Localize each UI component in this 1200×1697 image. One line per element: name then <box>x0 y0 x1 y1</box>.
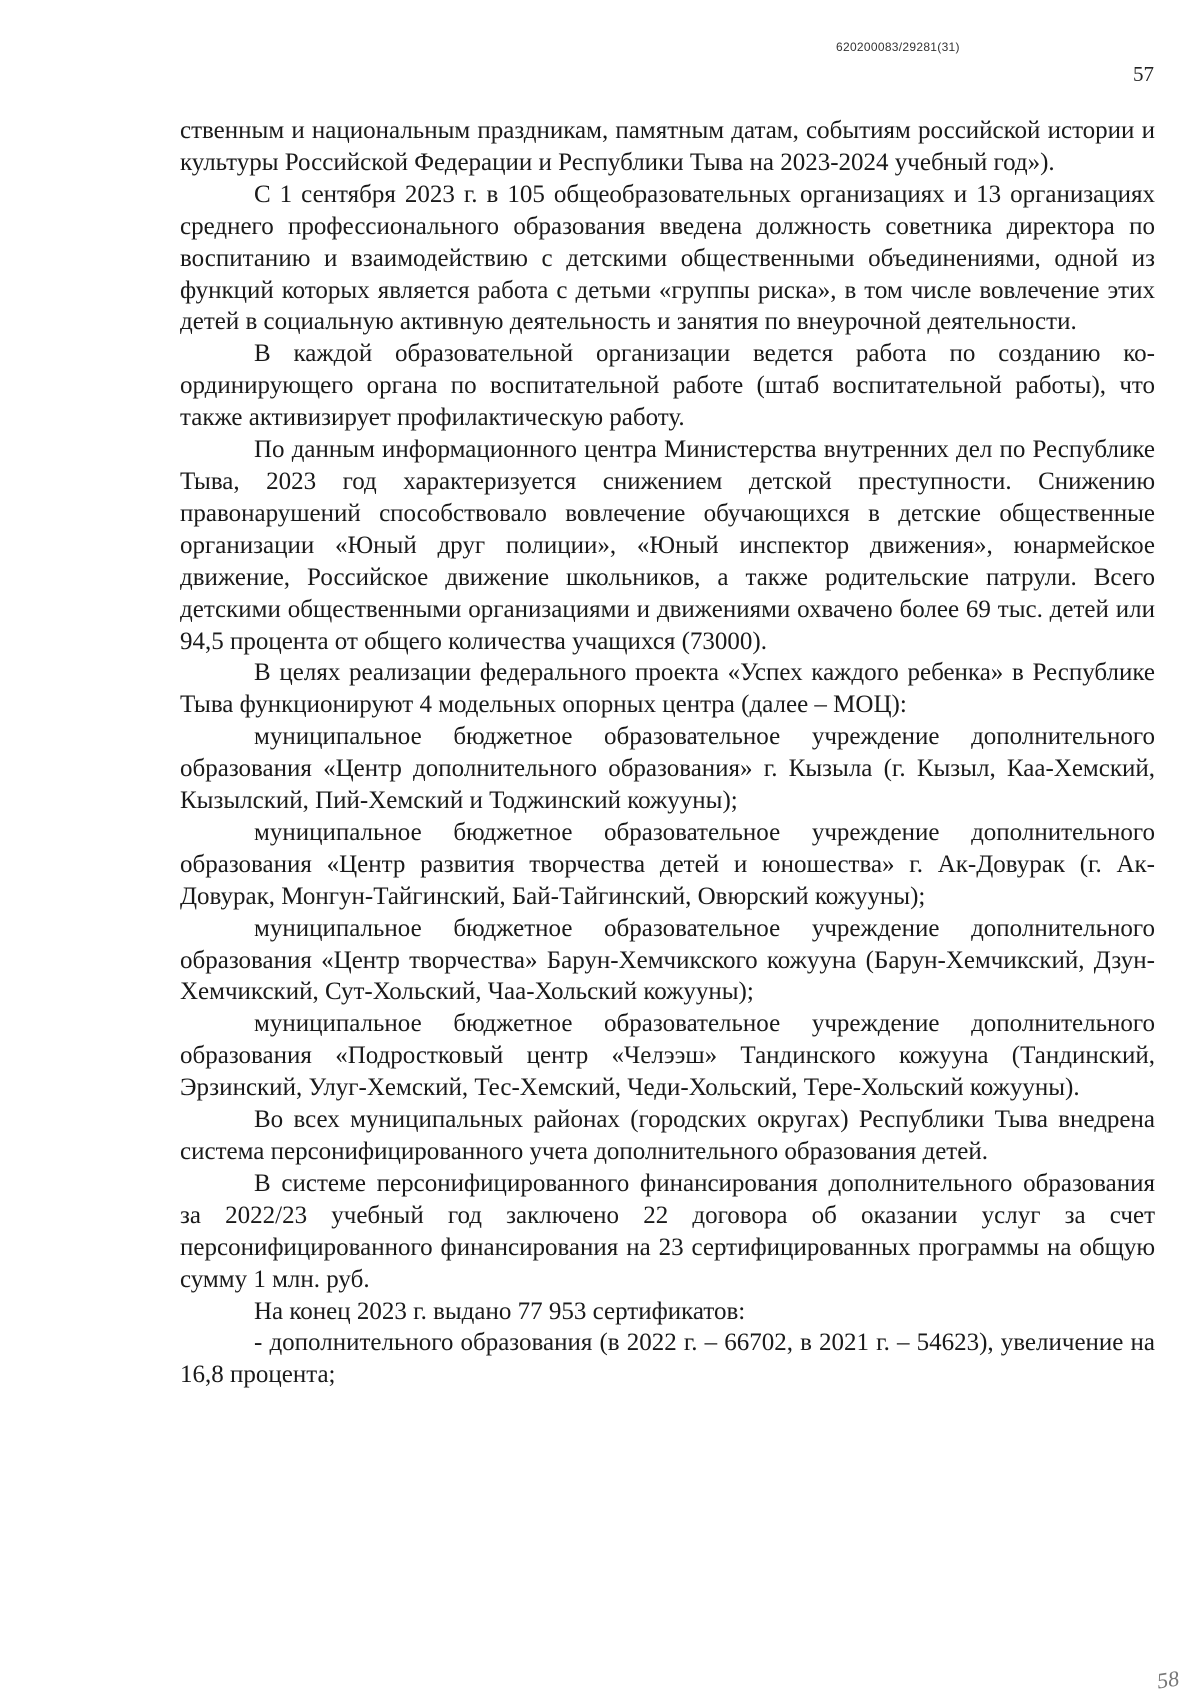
paragraph: На конец 2023 г. выдано 77 953 сертификатов: <box>254 1297 746 1325</box>
paragraph-continuation: ственным и национальным праздникам, памятным датам, событиям российской истории и культуры Российской Федерации и Республики Тыва на 2023-2024 учебный год»). <box>180 117 1155 176</box>
paragraph: Во всех муниципальных районах (городских округах) Республики Тыва внедрена система персонифицированного учета дополнительного образования детей. <box>180 1106 1155 1165</box>
list-item: - дополнительного образования (в 2022 г. – 66702, в 2021 г. – 54623), увеличение на 16,8 процента; <box>180 1329 1155 1389</box>
document-body <box>180 115 1155 1391</box>
document-id: 620200083/29281(31) <box>836 40 960 54</box>
paragraph: В каждой образовательной организации ведется работа по созданию координирующего органа по воспитательной работе (штаб воспитательной работы), что также активизирует профилактическую работу. <box>180 340 1155 432</box>
list-item: муниципальное бюджетное образовательное учреждение дополнительного образования «Центр творчества» Барун-Хемчикского кожууна (Барун-Хемчикский, Дзун-Хемчикский, Сут-Хольский, Чаа-Хольский кожууны); <box>180 914 1155 1006</box>
list-item: муниципальное бюджетное образовательное учреждение дополнительного образования «Центр дополнительного образования» г. Кызыла (г. Кызыл, Каа-Хемский, Кызылский, Пий-Хемский и Тоджинский кожууны); <box>180 723 1155 815</box>
paragraph: По данным информационного центра Министерства внутренних дел по Республике Тыва, 2023 год характеризуется снижением детской преступности. Снижению правонарушений способствовало вовлечение обучающихся в детские общественные организации «Юный друг полиции», «Юный инспектор движения», юнармейское движение, Российское движение школьников, а также родительские патрули. Всего детскими общественными организациями и движениями охвачено более 69 тыс. детей или 94,5 процента от общего количества учащихся (73000). <box>180 436 1155 655</box>
page-number: 57 <box>1133 62 1154 86</box>
handwritten-page-number: 58 <box>1155 1665 1181 1694</box>
list-item: муниципальное бюджетное образовательное учреждение дополнительного образования «Центр развития творчества детей и юношества» г. Ак-Довурак (г. Ак-Довурак, Монгун-Тайгинский, Бай-Тайгинский, Овюрский кожууны); <box>180 818 1155 910</box>
paragraph: С 1 сентября 2023 г. в 105 общеобразовательных организациях и 13 организациях среднего профессионального образования введена должность советника директора по воспитанию и взаимодействию с детскими общественными объединениями, одной из функций которых является работа с детьми «группы риска», в том числе вовлечение этих детей в социальную активную деятельность и занятия по внеурочной деятельности. <box>180 180 1155 336</box>
paragraph: В системе персонифицированного финансирования дополнительного образования за 2022/23 учебный год заключено 22 договора об оказании услуг за счет персонифицированного финансирования на 23 сертифицированных программы на общую сумму 1 млн. руб. <box>180 1169 1155 1293</box>
paragraph: В целях реализации федерального проекта «Успех каждого ребенка» в Республике Тыва функционируют 4 модельных опорных центра (далее – МОЦ): <box>180 659 1155 719</box>
list-item: муниципальное бюджетное образовательное учреждение дополнительного образования «Подростковый центр «Челээш» Тандинского кожууна (Тандинский, Эрзинский, Улуг-Хемский, Тес-Хемский, Чеди-Хольский, Тере-Хольский кожууны). <box>180 1010 1155 1102</box>
